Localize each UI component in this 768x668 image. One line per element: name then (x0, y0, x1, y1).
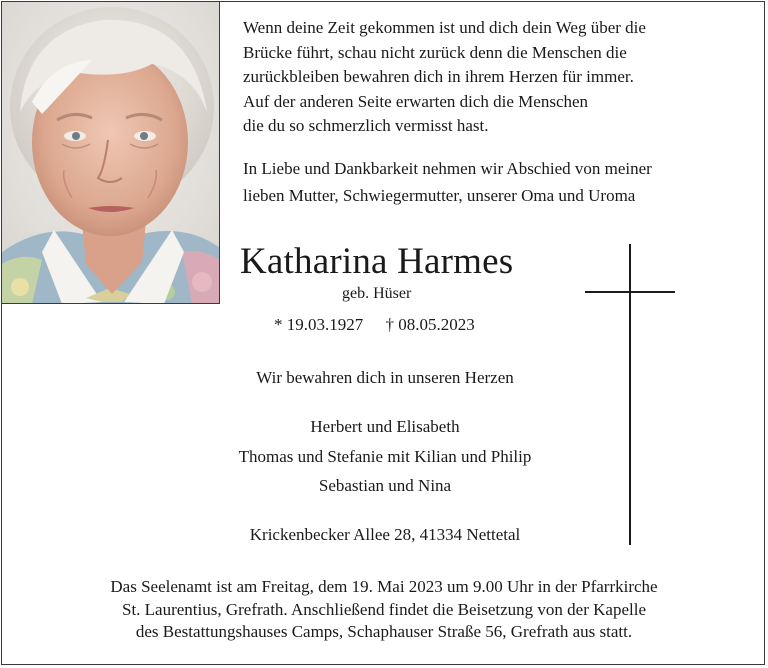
family-list (170, 412, 600, 501)
farewell-intro (243, 156, 748, 209)
service-line: des Bestattungshauses Camps, Schaphauser Straße 56, Grefrath aus statt. (135, 622, 633, 641)
birth-date: * 19.03.1927 (274, 315, 364, 334)
intro-line: lieben Mutter, Schwiegermutter, unserer Oma und Uroma (243, 185, 636, 205)
family-member: Sebastian und Nina (318, 476, 452, 495)
family-member: Herbert und Elisabeth (310, 417, 460, 436)
poem-line: die du so schmerzlich vermisst hast. (243, 116, 489, 135)
poem (243, 16, 748, 139)
service-info (20, 576, 748, 644)
cross-icon (580, 242, 680, 547)
poem-line: Wenn deine Zeit gekommen ist und dich dein Weg über die (243, 18, 646, 37)
intro-line: In Liebe und Dankbarkeit nehmen wir Abschied von meiner (243, 159, 652, 178)
portrait-photo (2, 2, 220, 304)
poem-line: Brücke führt, schau nicht zurück denn die Menschen die (243, 42, 627, 62)
poem-line: zurückbleiben bewahren dich in ihrem Herzen für immer. (243, 67, 634, 86)
poem-line: Auf der anderen Seite erwarten dich die Menschen (243, 91, 589, 111)
motto: Wir bewahren dich in unseren Herzen (256, 368, 514, 387)
service-line: Das Seelenamt ist am Freitag, dem 19. Mai 2023 um 9.00 Uhr in der Pfarrkirche (110, 577, 658, 596)
death-date: † 08.05.2023 (385, 315, 475, 334)
address: Krickenbecker Allee 28, 41334 Nettetal (249, 525, 521, 544)
life-dates (274, 314, 475, 336)
portrait-image (2, 2, 220, 304)
maiden-name: geb. Hüser (342, 285, 412, 302)
deceased-name: Katharina Harmes (240, 241, 514, 282)
service-line: St. Laurentius, Grefrath. Anschließend findet die Beisetzung von der Kapelle (121, 599, 646, 619)
family-member: Thomas und Stefanie mit Kilian und Philip (238, 446, 532, 466)
